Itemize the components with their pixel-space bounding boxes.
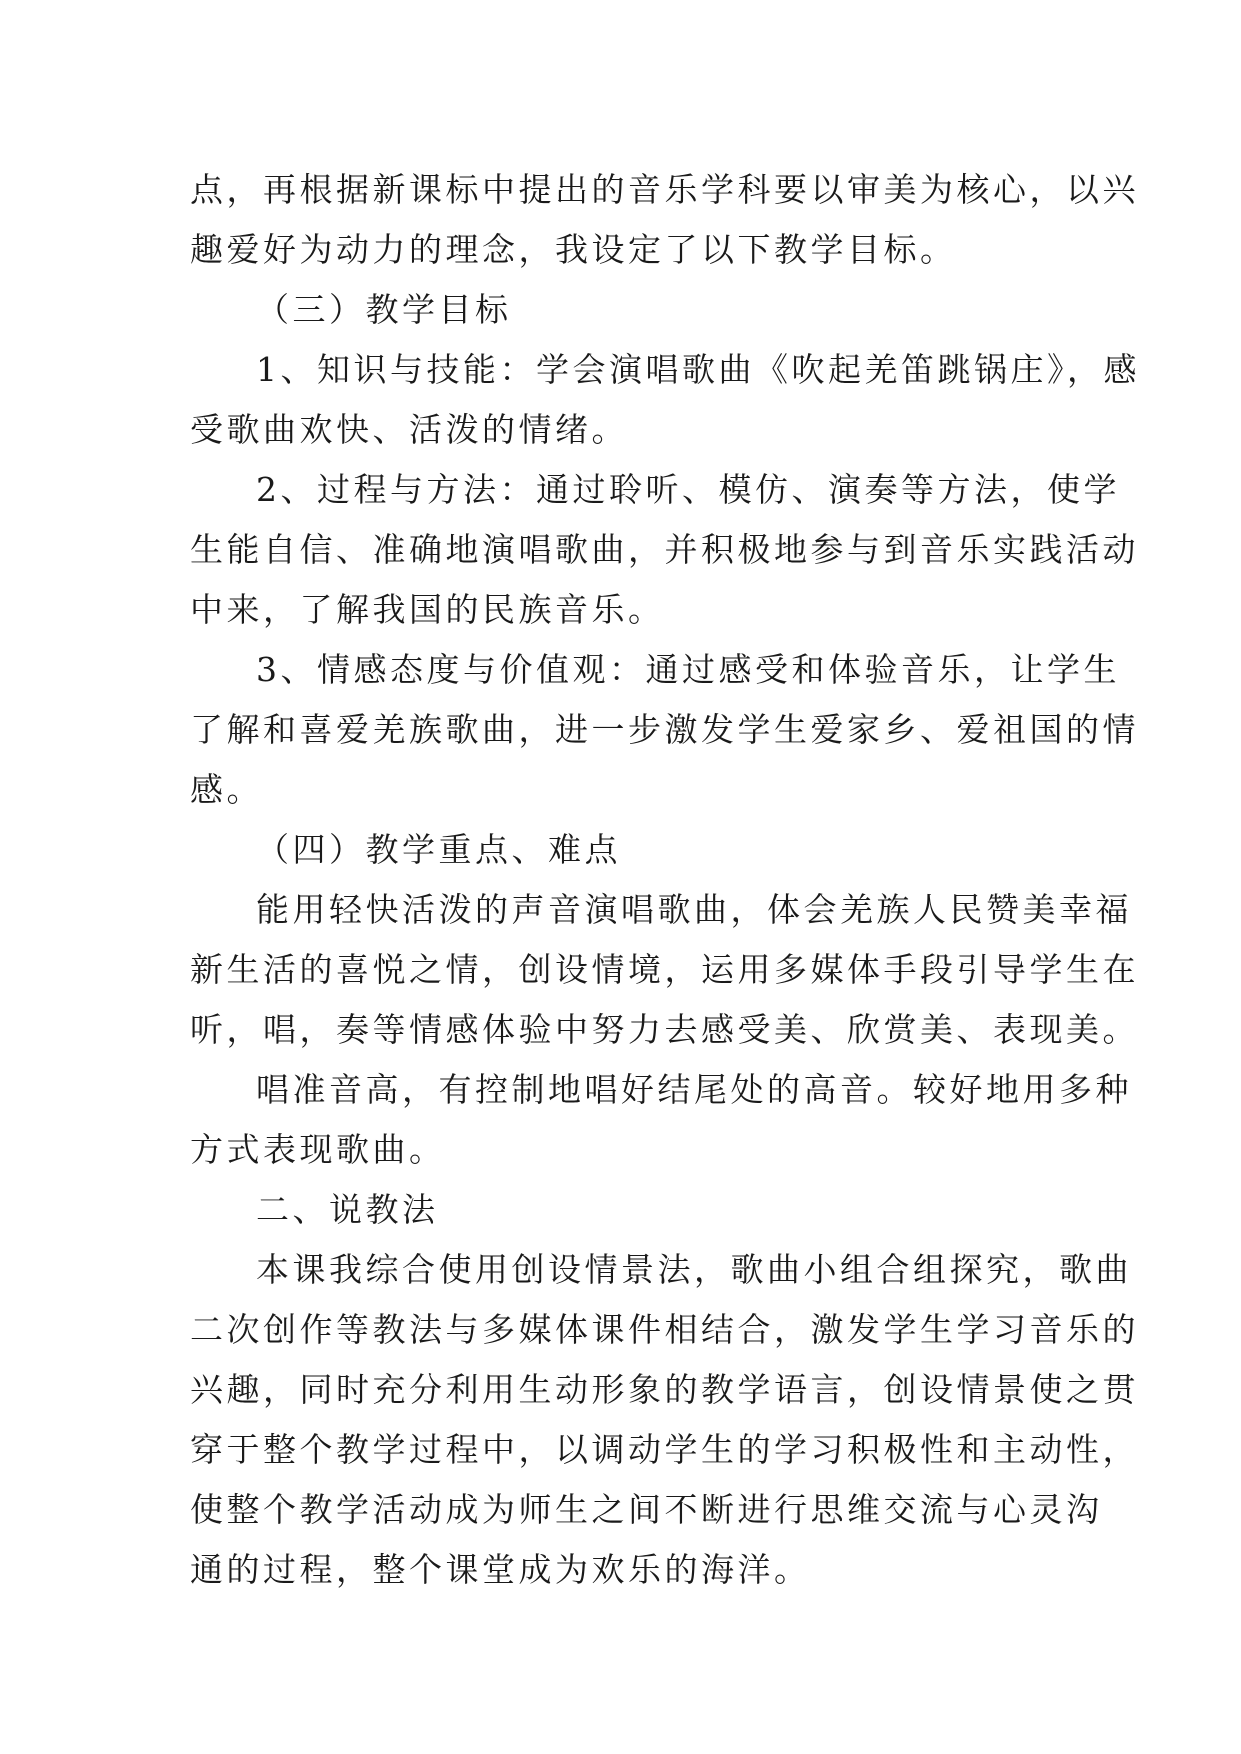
document-body bbox=[190, 160, 1140, 1600]
paragraph-line: 能用轻快活泼的声音演唱歌曲，体会羌族人民赞美幸福 bbox=[256, 890, 1132, 929]
paragraph-line: 生能自信、准确地演唱歌曲，并积极地参与到音乐实践活动 bbox=[190, 530, 1139, 569]
paragraph-line: 了解和喜爱羌族歌曲，进一步激发学生爱家乡、爱祖国的情 bbox=[190, 710, 1139, 749]
paragraph-line: 1、知识与技能：学会演唱歌曲《吹起羌笛跳锅庄》，感 bbox=[256, 350, 1140, 389]
paragraph-line: 3、情感态度与价值观：通过感受和体验音乐，让学生 bbox=[256, 650, 1120, 689]
paragraph-line: 受歌曲欢快、活泼的情绪。 bbox=[190, 410, 628, 449]
paragraph-line: 中来，了解我国的民族音乐。 bbox=[190, 590, 665, 629]
paragraph-line: 趣爱好为动力的理念，我设定了以下教学目标。 bbox=[190, 230, 957, 269]
section-heading-teaching-method: 二、说教法 bbox=[256, 1190, 439, 1229]
paragraph-line: 兴趣，同时充分利用生动形象的教学语言，创设情景使之贯 bbox=[190, 1370, 1139, 1409]
paragraph-line: 穿于整个教学过程中，以调动学生的学习积极性和主动性， bbox=[190, 1430, 1139, 1469]
paragraph-line: 通的过程，整个课堂成为欢乐的海洋。 bbox=[190, 1550, 811, 1589]
paragraph-line: 本课我综合使用创设情景法，歌曲小组合组探究，歌曲 bbox=[256, 1250, 1132, 1289]
section-heading-teaching-objectives: （三）教学目标 bbox=[256, 290, 512, 329]
paragraph-line: 方式表现歌曲。 bbox=[190, 1130, 446, 1169]
paragraph-line: 新生活的喜悦之情，创设情境，运用多媒体手段引导学生在 bbox=[190, 950, 1139, 989]
paragraph-line: 听，唱，奏等情感体验中努力去感受美、欣赏美、表现美。 bbox=[190, 1010, 1139, 1049]
paragraph-line: 使整个教学活动成为师生之间不断进行思维交流与心灵沟 bbox=[190, 1490, 1103, 1529]
paragraph-line: 感。 bbox=[190, 770, 263, 809]
paragraph-line: 二次创作等教法与多媒体课件相结合，激发学生学习音乐的 bbox=[190, 1310, 1139, 1349]
section-heading-key-points: （四）教学重点、难点 bbox=[256, 830, 621, 869]
paragraph-line: 唱准音高，有控制地唱好结尾处的高音。较好地用多种 bbox=[256, 1070, 1132, 1109]
paragraph-line: 点，再根据新课标中提出的音乐学科要以审美为核心，以兴 bbox=[190, 170, 1139, 209]
paragraph-line: 2、过程与方法：通过聆听、模仿、演奏等方法，使学 bbox=[256, 470, 1120, 509]
